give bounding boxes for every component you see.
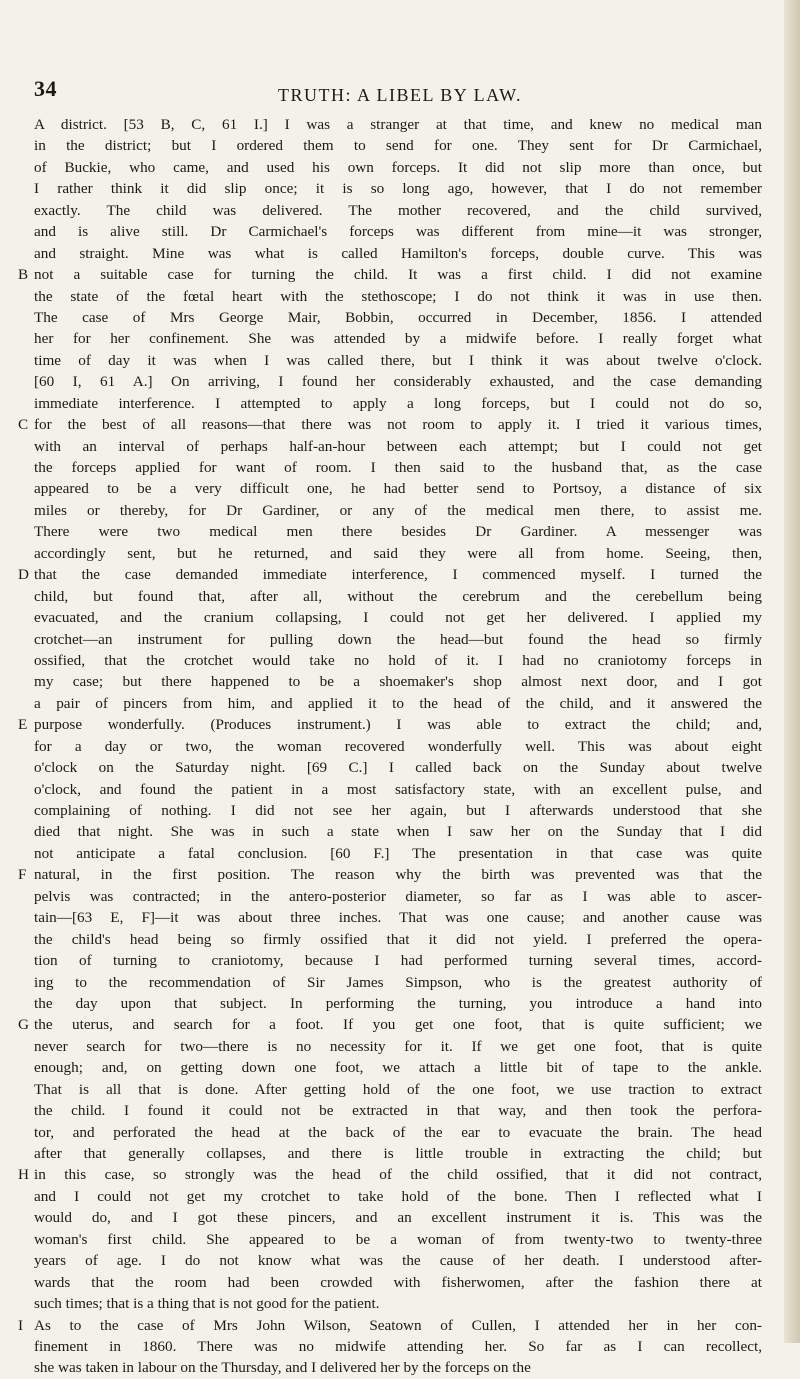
line-text: died that night. She was in such a state when I saw her on the Sunday that I did [34,823,762,841]
line-text: tor, and perforated the head at the back of the ear to evacuate the brain. The head [34,1123,762,1141]
text-line [34,1250,762,1271]
text-line [34,629,762,650]
line-text: exactly. The child was delivered. The mother recovered, and the child survived, [34,201,762,219]
line-text: the forceps applied for want of room. I then said to the husband that, as the case [34,459,762,476]
line-text: the uterus, and search for a foot. If you get one foot, that is quite sufficient; we [34,1016,762,1034]
text-line [34,757,762,778]
text-line [34,1122,762,1143]
line-text: That is all that is done. After getting hold of the one foot, we use traction to extract [34,1080,762,1098]
text-line [18,1014,762,1035]
text-line [34,521,762,542]
margin-section-marker: F [18,866,27,884]
line-text: and straight. Mine was what is called Hamilton's forceps, double curve. This was [34,244,762,262]
text-line [34,1100,762,1121]
text-line [34,200,762,221]
text-line [34,221,762,242]
text-line [34,157,762,178]
line-text: As to the case of Mrs John Wilson, Seatown of Cullen, I attended her in her con- [34,1316,762,1334]
text-line [34,843,762,864]
text-line [34,671,762,692]
line-text: There were two medical men there besides Dr Gardiner. A messenger was [34,523,762,541]
text-line [34,650,762,671]
line-text: purpose wonderfully. (Produces instrument.) I was able to extract the child; and, [34,716,762,734]
line-text: that the case demanded immediate interference, I commenced myself. I turned the [34,566,762,584]
line-text: for the best of all reasons—that there was not room to apply it. I tried it various times, [34,416,762,434]
text-line [18,1315,762,1336]
page-edge-shadow [784,0,800,1343]
margin-section-marker: I [18,1316,24,1334]
running-head: TRUTH: A LIBEL BY LAW. [277,85,523,105]
text-line [18,564,762,585]
text-line [34,972,762,993]
line-text: my case; but there happened to be a shoemaker's shop almost next door, and I got [34,673,762,691]
line-text: wards that the room had been crowded with fisherwomen, after the fashion there at [34,1273,762,1291]
line-text: after that generally collapses, and there is little trouble in extracting the child; but [34,1145,762,1162]
text-line [34,886,762,907]
line-text: o'clock, and found the patient in a most satisfactory state, with an excellent pulse, and [34,780,762,798]
text-line [34,114,762,135]
margin-section-marker: C [18,416,29,434]
text-line [34,1272,762,1293]
text-line [34,993,762,1014]
line-text: for a day or two, the woman recovered wonderfully well. This was about eight [34,737,762,755]
line-text: in the district; but I ordered them to send for one. They sent for Dr Carmichael, [34,137,762,155]
line-text: o'clock on the Saturday night. [69 C.] I called back on the Sunday about twelve [34,759,762,777]
line-text: in this case, so strongly was the head of the child ossified, that it did not contract, [34,1166,762,1184]
line-text: the day upon that subject. In performing the turning, you introduce a hand into [34,994,762,1012]
line-text: [60 I, 61 A.] On arriving, I found her considerably exhausted, and the case demanding [34,373,762,391]
text-line [34,307,762,328]
line-text: crotchet—an instrument for pulling down the head—but found the head so firmly [34,630,762,648]
line-text: the child's head being so firmly ossified that it did not yield. I preferred the opera- [34,930,762,948]
text-line [34,457,762,478]
text-line [18,864,762,885]
line-text: the state of the fœtal heart with the stethoscope; I do not think it was in use then. [34,287,762,305]
line-text: tion of turning to craniotomy, because I had performed turning several times, accord- [34,952,762,970]
line-text: not a suitable case for turning the child. It was a first child. I did not examine [34,266,762,284]
line-text: I rather think it did slip once; it is so long ago, however, that I do not remember [34,180,762,198]
line-text: ossified, that the crotchet would take no hold of it. I had no craniotomy forceps in [34,651,762,669]
text-line [34,1057,762,1078]
line-text: would do, and I got these pincers, and an excellent instrument it is. This was the [34,1209,762,1227]
margin-section-marker: G [18,1016,29,1034]
line-text: miles or thereby, for Dr Gardiner, or any of the medical men there, to assist me. [34,501,762,519]
text-line [34,1186,762,1207]
text-line [34,1207,762,1228]
text-line [34,736,762,757]
text-line [34,243,762,264]
line-text: not anticipate a fatal conclusion. [60 F.] The presentation in that case was quite [34,844,762,862]
text-line [18,264,762,285]
text-line [34,371,762,392]
line-text: time of day it was when I was called there, but I think it was about twelve o'clock. [34,351,762,369]
text-line [18,714,762,735]
text-line [34,1079,762,1100]
line-text: such times; that is a thing that is not good for the patient. [34,1295,380,1313]
line-text: and I could not get my crotchet to take hold of the bone. Then I reflected what I [34,1187,762,1205]
margin-section-marker: H [18,1166,29,1184]
line-text: of Buckie, who came, and used his own forceps. It did not slip more than once, but [34,158,762,176]
line-text: enough; and, on getting down one foot, we attach a little bit of tape to the ankle. [34,1059,762,1077]
line-text: woman's first child. She appeared to be a woman of from twenty-two to twenty-three [34,1230,762,1248]
text-line [34,1336,762,1357]
line-text: she was taken in labour on the Thursday, and I delivered her by the forceps on the [34,1359,531,1377]
line-text: and is alive still. Dr Carmichael's forceps was different from mine—it was stronger, [34,223,762,241]
margin-section-marker: B [18,266,29,284]
text-line [34,1293,762,1314]
text-line [34,929,762,950]
text-line [34,821,762,842]
line-text: years of age. I do not know what was the cause of her death. I understood after- [34,1252,762,1270]
text-line [34,907,762,928]
text-line [34,328,762,349]
line-text: a pair of pincers from him, and applied it to the head of the child, and it answered the [34,694,762,712]
text-line [34,393,762,414]
text-line [34,586,762,607]
line-text: The case of Mrs George Mair, Bobbin, occurred in December, 1856. I attended [34,308,762,326]
line-text: her for her confinement. She was attended by a midwife before. I really forget what [34,330,762,348]
text-line [34,135,762,156]
text-line [18,1164,762,1185]
text-line [34,543,762,564]
text-line [34,1357,762,1378]
line-text: complaining of nothing. I did not see her again, but I afterwards understood that she [34,802,762,819]
text-line [34,500,762,521]
line-text: ing to the recommendation of Sir James Simpson, who is the greatest authority of [34,973,762,991]
text-line [34,350,762,371]
text-line [34,607,762,628]
text-line [34,1036,762,1057]
page-number: 34 [34,76,57,101]
margin-section-marker: E [18,716,28,734]
text-line [34,800,762,821]
text-line [34,779,762,800]
line-text: natural, in the first position. The reason why the birth was prevented was that the [34,866,762,884]
text-line [34,1143,762,1164]
margin-section-marker: D [18,566,29,584]
line-text: A district. [53 B, C, 61 I.] I was a stranger at that time, and knew no medical man [34,116,762,133]
line-text: immediate interference. I attempted to apply a long forceps, but I could not do so, [34,394,762,412]
text-line [34,478,762,499]
line-text: finement in 1860. There was no midwife attending her. So far as I can recollect, [34,1337,762,1355]
line-text: accordingly sent, but he returned, and said they were all from home. Seeing, then, [34,544,762,562]
text-line [18,414,762,435]
text-line [34,436,762,457]
line-text: child, but found that, after all, without the cerebrum and the cerebellum being [34,587,762,605]
text-line [34,178,762,199]
text-line [34,286,762,307]
text-line [34,1229,762,1250]
line-text: with an interval of perhaps half-an-hour between each attempt; but I could not get [34,437,762,455]
line-text: never search for two—there is no necessity for it. If we get one foot, that is quite [34,1037,762,1055]
body-text [18,114,762,1379]
line-text: evacuated, and the cranium collapsing, I could not get her delivered. I applied my [34,609,762,627]
line-text: tain—[63 E, F]—it was about three inches. That was one cause; and another cause was [34,909,762,927]
text-line [34,693,762,714]
text-line [34,950,762,971]
line-text: the child. I found it could not be extracted in that way, and then took the perfora- [34,1102,762,1120]
line-text: pelvis was contracted; in the antero-posterior diameter, so far as I was able to ascer- [34,887,762,905]
line-text: appeared to be a very difficult one, he had better send to Portsoy, a distance of six [34,480,762,498]
